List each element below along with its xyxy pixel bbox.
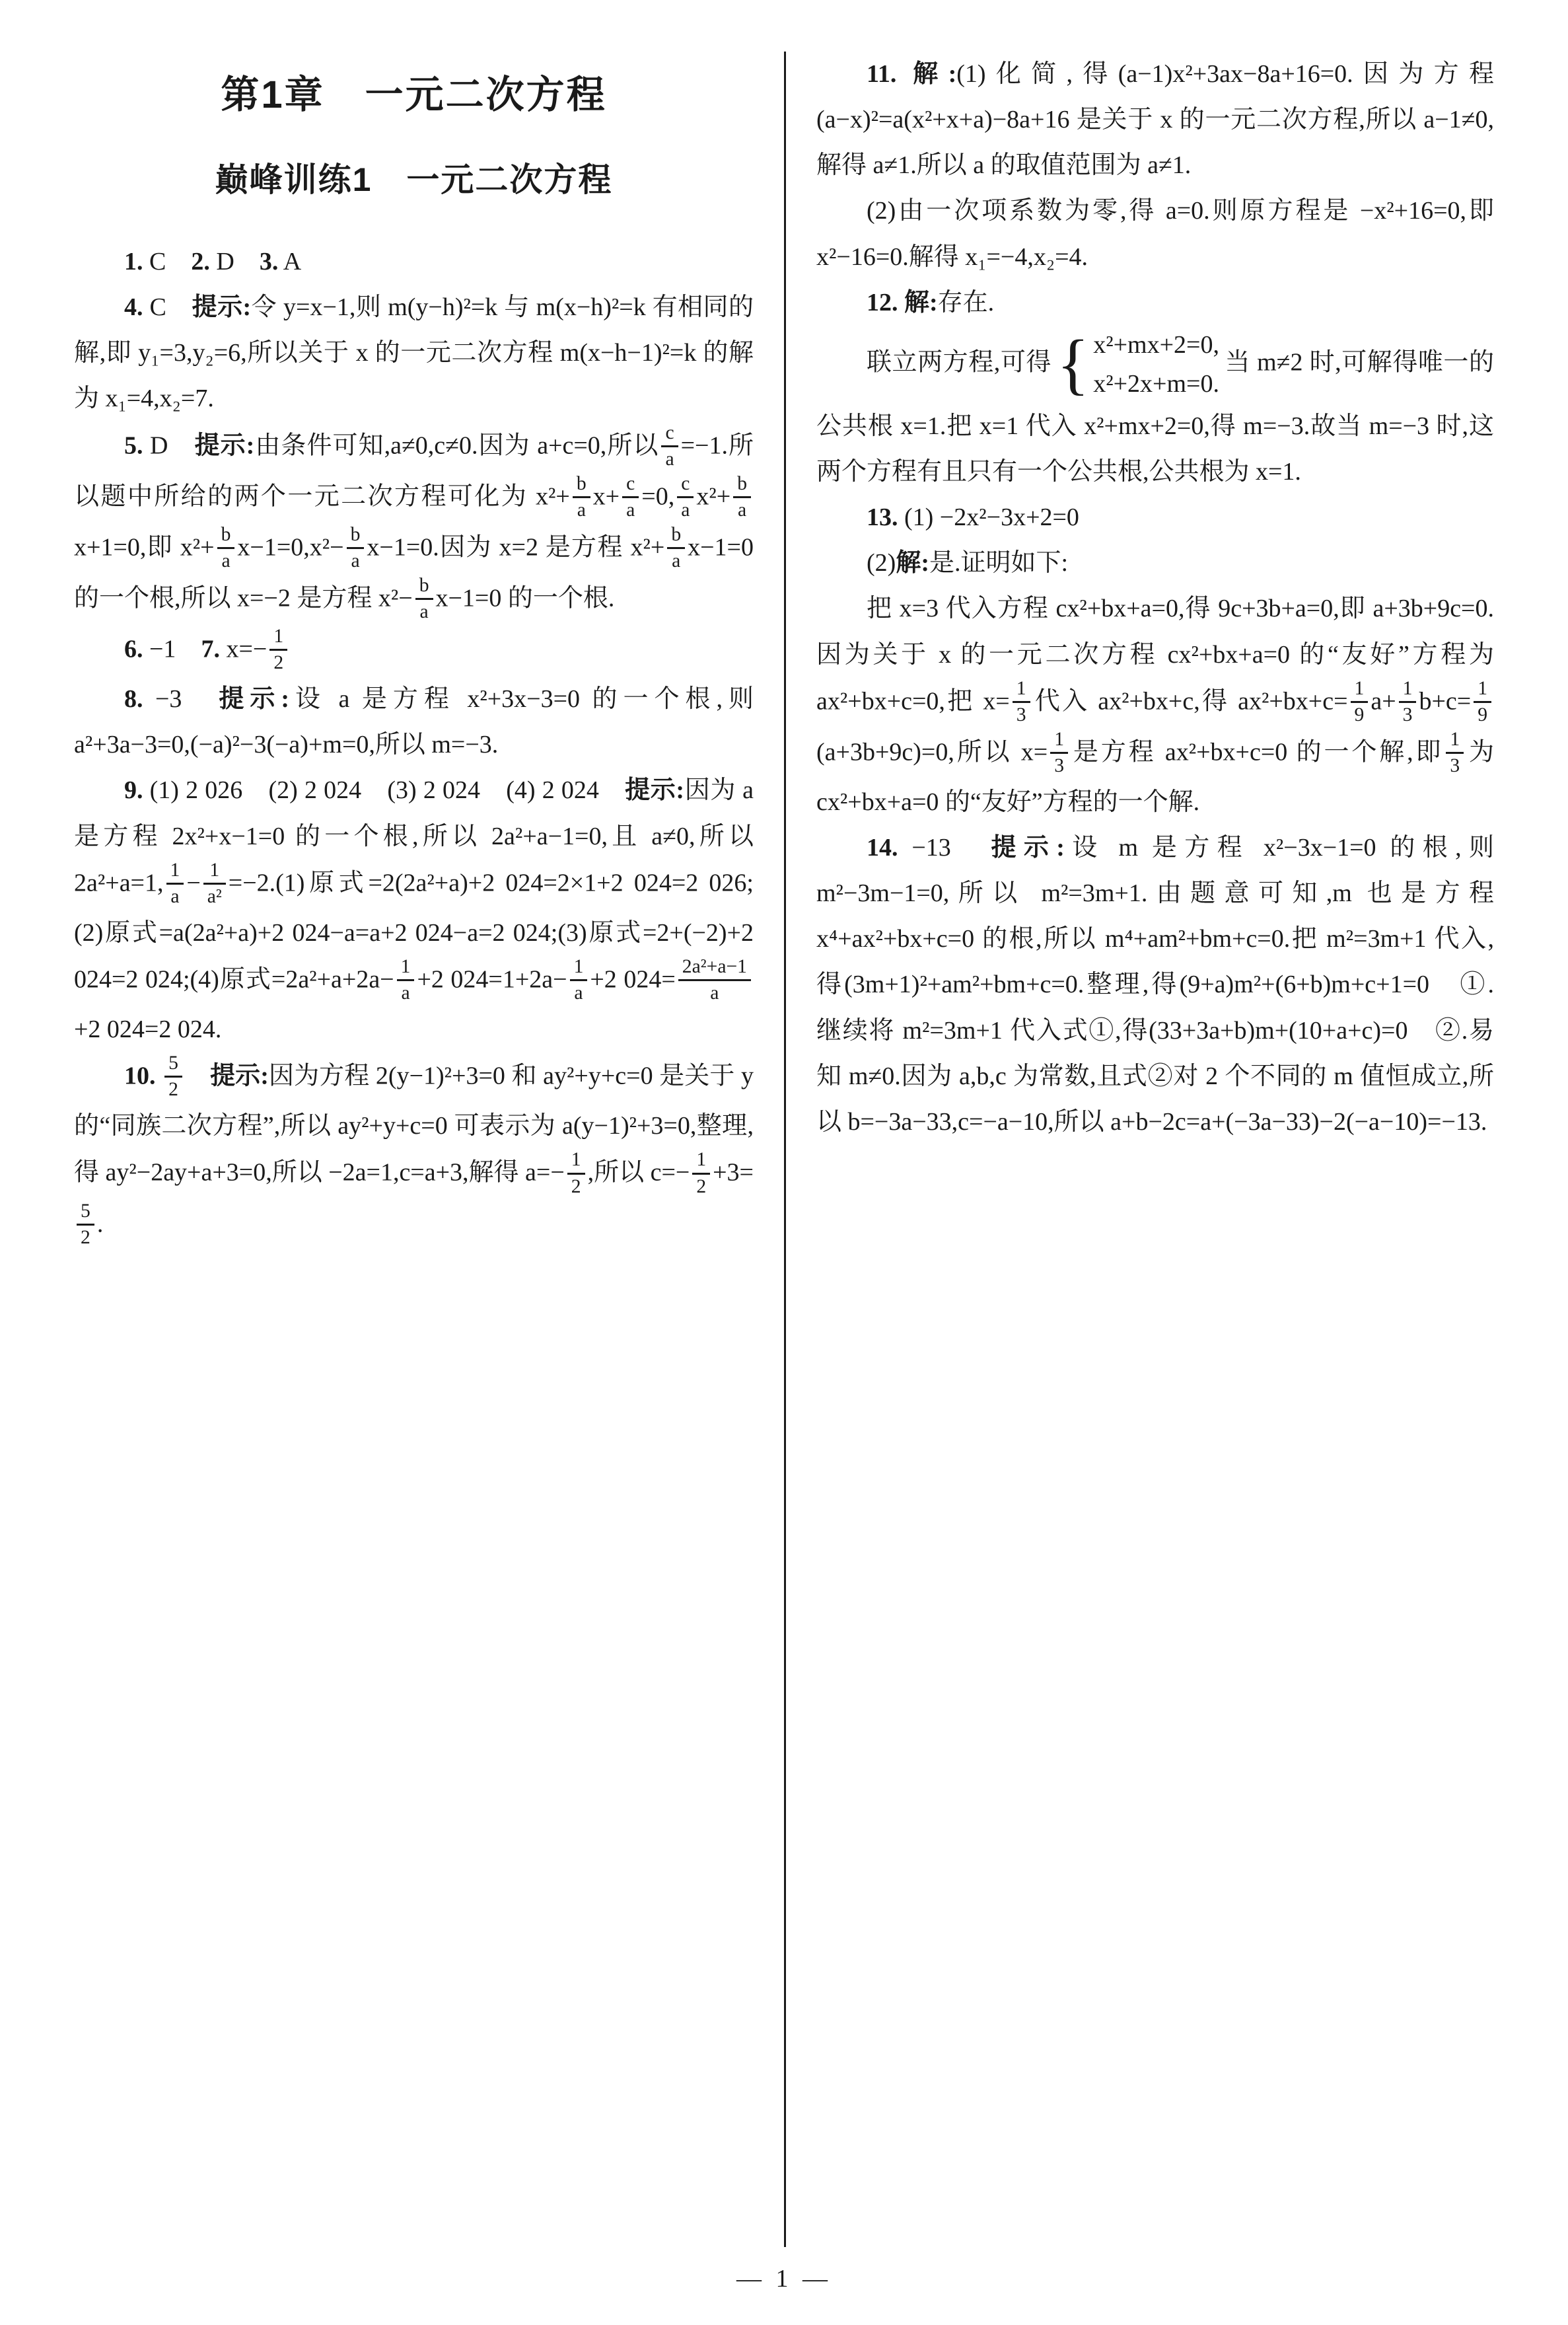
fraction-denominator: a (401, 982, 410, 1004)
answer-text: a+ (1371, 686, 1396, 715)
answer-text: −3 (143, 685, 219, 714)
fraction (1446, 727, 1464, 778)
answer-text: +3= (713, 1158, 754, 1187)
answer-text: 设 m 是方程 x²−3x−1=0 的根,则 m²−3m−1=0,所以 m²=3m+1.由题意可知,m 也是方程 x⁴+ax²+bx+c=0 的根,所以 m⁴+am²+bm+c=0.把 m²=3m+1 代入,得(3m+1)²+am²+bm+c=0.整理,得(9+a)m²+(6+b)m+c+1=0 ①.继续将 m²=3m+1 代入式①,得(33+3a+b)m+(10+a+c)=0 ②.易知 m≠0.因为 a,b,c 为常数,且式②对 2 个不同的 m 值恒成立,所以 b=−3a−33,c=−a−10,所以 a+b−2c=a+(−3a−33)−2(−a−10)=−13. (816, 834, 1495, 1136)
fraction-denominator: a (672, 550, 681, 572)
fraction-denominator: a (351, 550, 360, 572)
fraction-numerator: 1 (397, 955, 415, 981)
answer-text: −13 (898, 834, 991, 862)
answer-paragraph (816, 825, 1494, 1145)
answer-text: (2) (867, 549, 896, 577)
fraction (347, 523, 365, 573)
fraction-denominator: a (574, 982, 583, 1004)
answer-label: 8. (124, 685, 143, 714)
fraction-denominator: 2 (696, 1175, 707, 1197)
answer-text: 因为 a 是方程 2x²+x−1=0 的一个根,所以 2a²+a−1=0,且 a≠0,所以 2a²+a=1, (74, 776, 754, 897)
fraction (415, 573, 433, 624)
fraction-denominator: 3 (1402, 704, 1413, 725)
chapter-title: 第1章 一元二次方程 (221, 73, 607, 116)
answer-label: 提示: (194, 431, 255, 459)
answer-paragraph (816, 586, 1494, 825)
answer-label: 解: (904, 288, 938, 316)
answer-text: +2 024=1+2a− (417, 965, 567, 994)
equation-line: x²+2x+m=0. (1093, 369, 1219, 398)
fraction-numerator: 1 (203, 858, 226, 885)
fraction-denominator: 9 (1478, 704, 1487, 725)
answer-paragraph (816, 495, 1494, 540)
answer-text (898, 289, 905, 316)
answer-text: D (209, 248, 260, 276)
fraction (1050, 727, 1068, 778)
equation-system-lines (1093, 326, 1219, 404)
fraction (1013, 677, 1030, 727)
answer-text: (a+3b+9c)=0,所以 x= (816, 738, 1048, 766)
fraction-denominator: a (626, 499, 635, 521)
answer-text: x²+ (696, 482, 731, 510)
fraction-numerator: 5 (77, 1199, 94, 1226)
fraction-denominator: 3 (1016, 704, 1026, 725)
fraction-denominator: 3 (1054, 755, 1065, 776)
answer-text: A (278, 248, 302, 276)
fraction-denominator: a (170, 885, 180, 907)
answer-paragraph (816, 52, 1494, 188)
fraction-numerator: b (217, 523, 235, 549)
answer-label: 11. (867, 60, 897, 88)
answer-label: 提示: (991, 834, 1065, 862)
answer-label: 7. (201, 635, 220, 663)
fraction (1399, 677, 1417, 727)
answer-text: 存在. (937, 288, 995, 316)
answer-text: x+ (592, 482, 620, 510)
answer-text: (2)由一次项系数为零,得 a=0.则原方程是 −x²+16=0,即 x²−16=0.解得 x₁=−4,x₂=4. (816, 197, 1494, 271)
fraction-numerator: b (573, 472, 590, 498)
answer-text: x−1=0 的一个根,所以 x=−2 是方程 x²− (74, 533, 754, 612)
two-column-layout (74, 52, 1494, 2247)
fraction (667, 523, 685, 573)
answer-text: 因为方程 2(y−1)²+3=0 和 ay²+y+c=0 是关于 y 的“同族二次方程”,所以 ay²+y+c=0 可表示为 a(y−1)²+3=0,整理,得 ay²−2ay+a+3=0,所以 −2a=1,c=a+3,解得 a=− (74, 1062, 754, 1187)
fraction (622, 472, 639, 523)
answer-label: 提示: (192, 293, 252, 322)
fraction-numerator: 1 (166, 858, 184, 885)
fraction-numerator: 1 (692, 1148, 710, 1174)
fraction-denominator: a (665, 448, 674, 470)
answer-text: 当 m≠2 时,可解得唯一的公共根 x=1.把 x=1 代入 x²+mx+2=0,得 m=−3.故当 m=−3 时,这两个方程有且只有一个公共根,公共根为 x=1. (816, 348, 1494, 486)
fraction-numerator: 1 (1013, 677, 1030, 703)
fraction (166, 858, 184, 909)
answer-paragraph (816, 540, 1494, 586)
fraction (1351, 677, 1369, 727)
answer-text: . (96, 1209, 104, 1237)
fraction-numerator: b (347, 523, 365, 549)
fraction (570, 955, 588, 1006)
answer-label: 解: (913, 60, 957, 88)
fraction (692, 1148, 710, 1199)
fraction-numerator: 1 (1050, 727, 1068, 754)
answer-text: D (143, 431, 195, 459)
answer-text: 是.证明如下: (929, 549, 1069, 577)
right-column (784, 52, 1494, 2247)
fraction (269, 624, 287, 675)
right-column-answers (816, 52, 1494, 1145)
answer-text (156, 1062, 162, 1089)
answer-label: 解: (896, 549, 929, 577)
fraction (217, 523, 235, 573)
fraction-denominator: a (577, 499, 586, 521)
answer-text: +2 024= (590, 965, 676, 994)
page-number: — 1 — (736, 2265, 832, 2293)
answer-text: (1) 2 026 (2) 2 024 (3) 2 024 (4) 2 024 (143, 776, 625, 805)
fraction-numerator: 1 (1446, 727, 1464, 754)
fraction-numerator: b (415, 573, 433, 600)
fraction-denominator: 2 (273, 652, 284, 674)
answer-text: C (143, 293, 192, 322)
answer-text: 代入 ax²+bx+c,得 ax²+bx+c= (1032, 686, 1348, 715)
answer-paragraph (74, 768, 754, 1052)
answer-paragraph (74, 677, 754, 768)
answer-text: x−1=0 的一个根. (435, 584, 615, 612)
answer-paragraph (816, 326, 1494, 495)
fraction (677, 472, 694, 523)
fraction (164, 1051, 182, 1102)
fraction-denominator: 2 (168, 1079, 178, 1101)
answer-text: 令 y=x−1,则 m(y−h)²=k 与 m(x−h)²=k 有相同的解,即 y₁=3,y₂=6,所以关于 x 的一元二次方程 m(x−h−1)²=k 的解为 x₁=4,x₂=7. (74, 293, 754, 413)
fraction-denominator: a² (207, 885, 222, 907)
fraction (573, 472, 590, 523)
answer-text: b+c= (1419, 686, 1472, 715)
fraction-denominator: a (419, 601, 429, 622)
answer-text: 是方程 ax²+bx+c=0 的一个解,即 (1071, 738, 1444, 766)
answer-text: =−2.(1)原式=2(2a²+a)+2 024=2×1+2 024=2 026;(2)原式=a(2a²+a)+2 024−a=a+2 024−a=2 024;(3)原式=2+(−2)+2 024=2 024;(4)原式=2a²+a+2a− (74, 868, 754, 994)
fraction-denominator: 3 (1450, 755, 1460, 776)
answer-text: x+1=0,即 x²+ (74, 533, 215, 562)
answer-label: 10. (124, 1062, 156, 1090)
left-column-answers (74, 239, 754, 1251)
answer-paragraph (74, 422, 754, 626)
answer-label: 2. (191, 248, 210, 276)
fraction-denominator: a (681, 499, 690, 521)
answer-paragraph (74, 285, 754, 422)
fraction-numerator: 1 (1474, 677, 1491, 703)
answer-label: 13. (867, 503, 898, 532)
fraction-denominator: 2 (571, 1175, 581, 1197)
answer-text: 把 x=3 代入方程 cx²+bx+a=0,得 9c+3b+a=0,即 a+3b+9c=0.因为关于 x 的一元二次方程 cx²+bx+a=0 的“友好”方程为 ax²+bx+c=0,把 x= (816, 595, 1494, 715)
fraction-numerator: 1 (269, 624, 287, 651)
answer-paragraph (74, 626, 754, 677)
fraction-denominator: a (221, 550, 231, 572)
fraction-numerator: c (677, 472, 694, 498)
answer-label: 12. (867, 288, 898, 316)
answer-paragraph (74, 1052, 754, 1251)
fraction (1474, 677, 1491, 727)
answer-text: x−1=0.因为 x=2 是方程 x²+ (367, 533, 665, 562)
answer-label: 9. (124, 776, 143, 805)
answer-text: 联立两方程,可得 (867, 348, 1051, 377)
equation-system (1057, 326, 1219, 404)
fraction-denominator: a (710, 982, 719, 1004)
answer-text: +2 024=2 024. (74, 1015, 222, 1044)
answer-label: 3. (259, 248, 279, 276)
fraction-numerator: 1 (1399, 677, 1417, 703)
fraction (77, 1199, 94, 1250)
answer-text (896, 60, 913, 88)
page-footer (74, 2247, 1494, 2293)
answer-label: 14. (867, 834, 898, 862)
fraction-numerator: c (661, 421, 678, 447)
answer-text: 为 cx²+bx+a=0 的“友好”方程的一个解. (816, 738, 1494, 816)
equation-line: x²+mx+2=0, (1093, 330, 1219, 359)
answer-text: −1 (143, 635, 201, 663)
answer-text: =−1.所以题中所给的两个一元二次方程可化为 x²+ (74, 431, 754, 510)
fraction-denominator: 9 (1354, 704, 1365, 725)
answer-text: − (186, 868, 201, 897)
fraction (678, 955, 751, 1006)
answer-text (185, 1062, 210, 1089)
fraction (733, 472, 751, 523)
fraction-numerator: 5 (164, 1051, 182, 1078)
answer-text: (1) −2x²−3x+2=0 (898, 503, 1079, 532)
fraction-numerator: 1 (1351, 677, 1369, 703)
fraction-denominator: 2 (81, 1226, 90, 1248)
answer-label: 提示: (210, 1062, 269, 1090)
fraction (661, 421, 678, 472)
answer-label: 5. (124, 431, 143, 459)
answer-text: (1)化简,得(a−1)x²+3ax−8a+16=0.因为方程(a−x)²=a(x²+x+a)−8a+16 是关于 x 的一元二次方程,所以 a−1≠0,解得 a≠1.所以 a 的取值范围为 a≠1. (816, 60, 1495, 180)
fraction-denominator: a (738, 499, 747, 521)
answer-label: 提示: (625, 776, 685, 805)
answer-label: 6. (124, 635, 143, 663)
answer-text: x−1=0,x²− (237, 533, 344, 562)
fraction-numerator: 2a²+a−1 (678, 955, 751, 981)
answer-text: C (143, 248, 192, 276)
fraction-numerator: 1 (567, 1148, 585, 1174)
fraction-numerator: b (667, 523, 685, 549)
answer-label: 4. (124, 293, 143, 322)
fraction (397, 955, 415, 1006)
fraction (203, 858, 226, 909)
answer-text: =0, (641, 482, 675, 510)
answer-paragraph (816, 280, 1494, 326)
answer-label: 提示: (219, 685, 290, 714)
fraction (567, 1148, 585, 1199)
answer-text: x=− (219, 635, 267, 663)
answer-text: 由条件可知,a≠0,c≠0.因为 a+c=0,所以 (254, 431, 659, 459)
answer-text: 设 a 是方程 x²+3x−3=0 的一个根,则 a²+3a−3=0,(−a)²−3(−a)+m=0,所以 m=−3. (74, 685, 754, 759)
left-column (74, 52, 784, 2247)
answer-paragraph (816, 188, 1494, 279)
fraction-numerator: c (622, 472, 639, 498)
answer-paragraph (74, 239, 754, 285)
section-title: 巅峰训练1 一元二次方程 (215, 161, 613, 198)
answer-text: ,所以 c=− (587, 1158, 690, 1187)
answer-label: 1. (124, 248, 143, 276)
fraction-numerator: 1 (570, 955, 588, 981)
fraction-numerator: b (733, 472, 751, 498)
left-brace: { (1056, 327, 1090, 402)
